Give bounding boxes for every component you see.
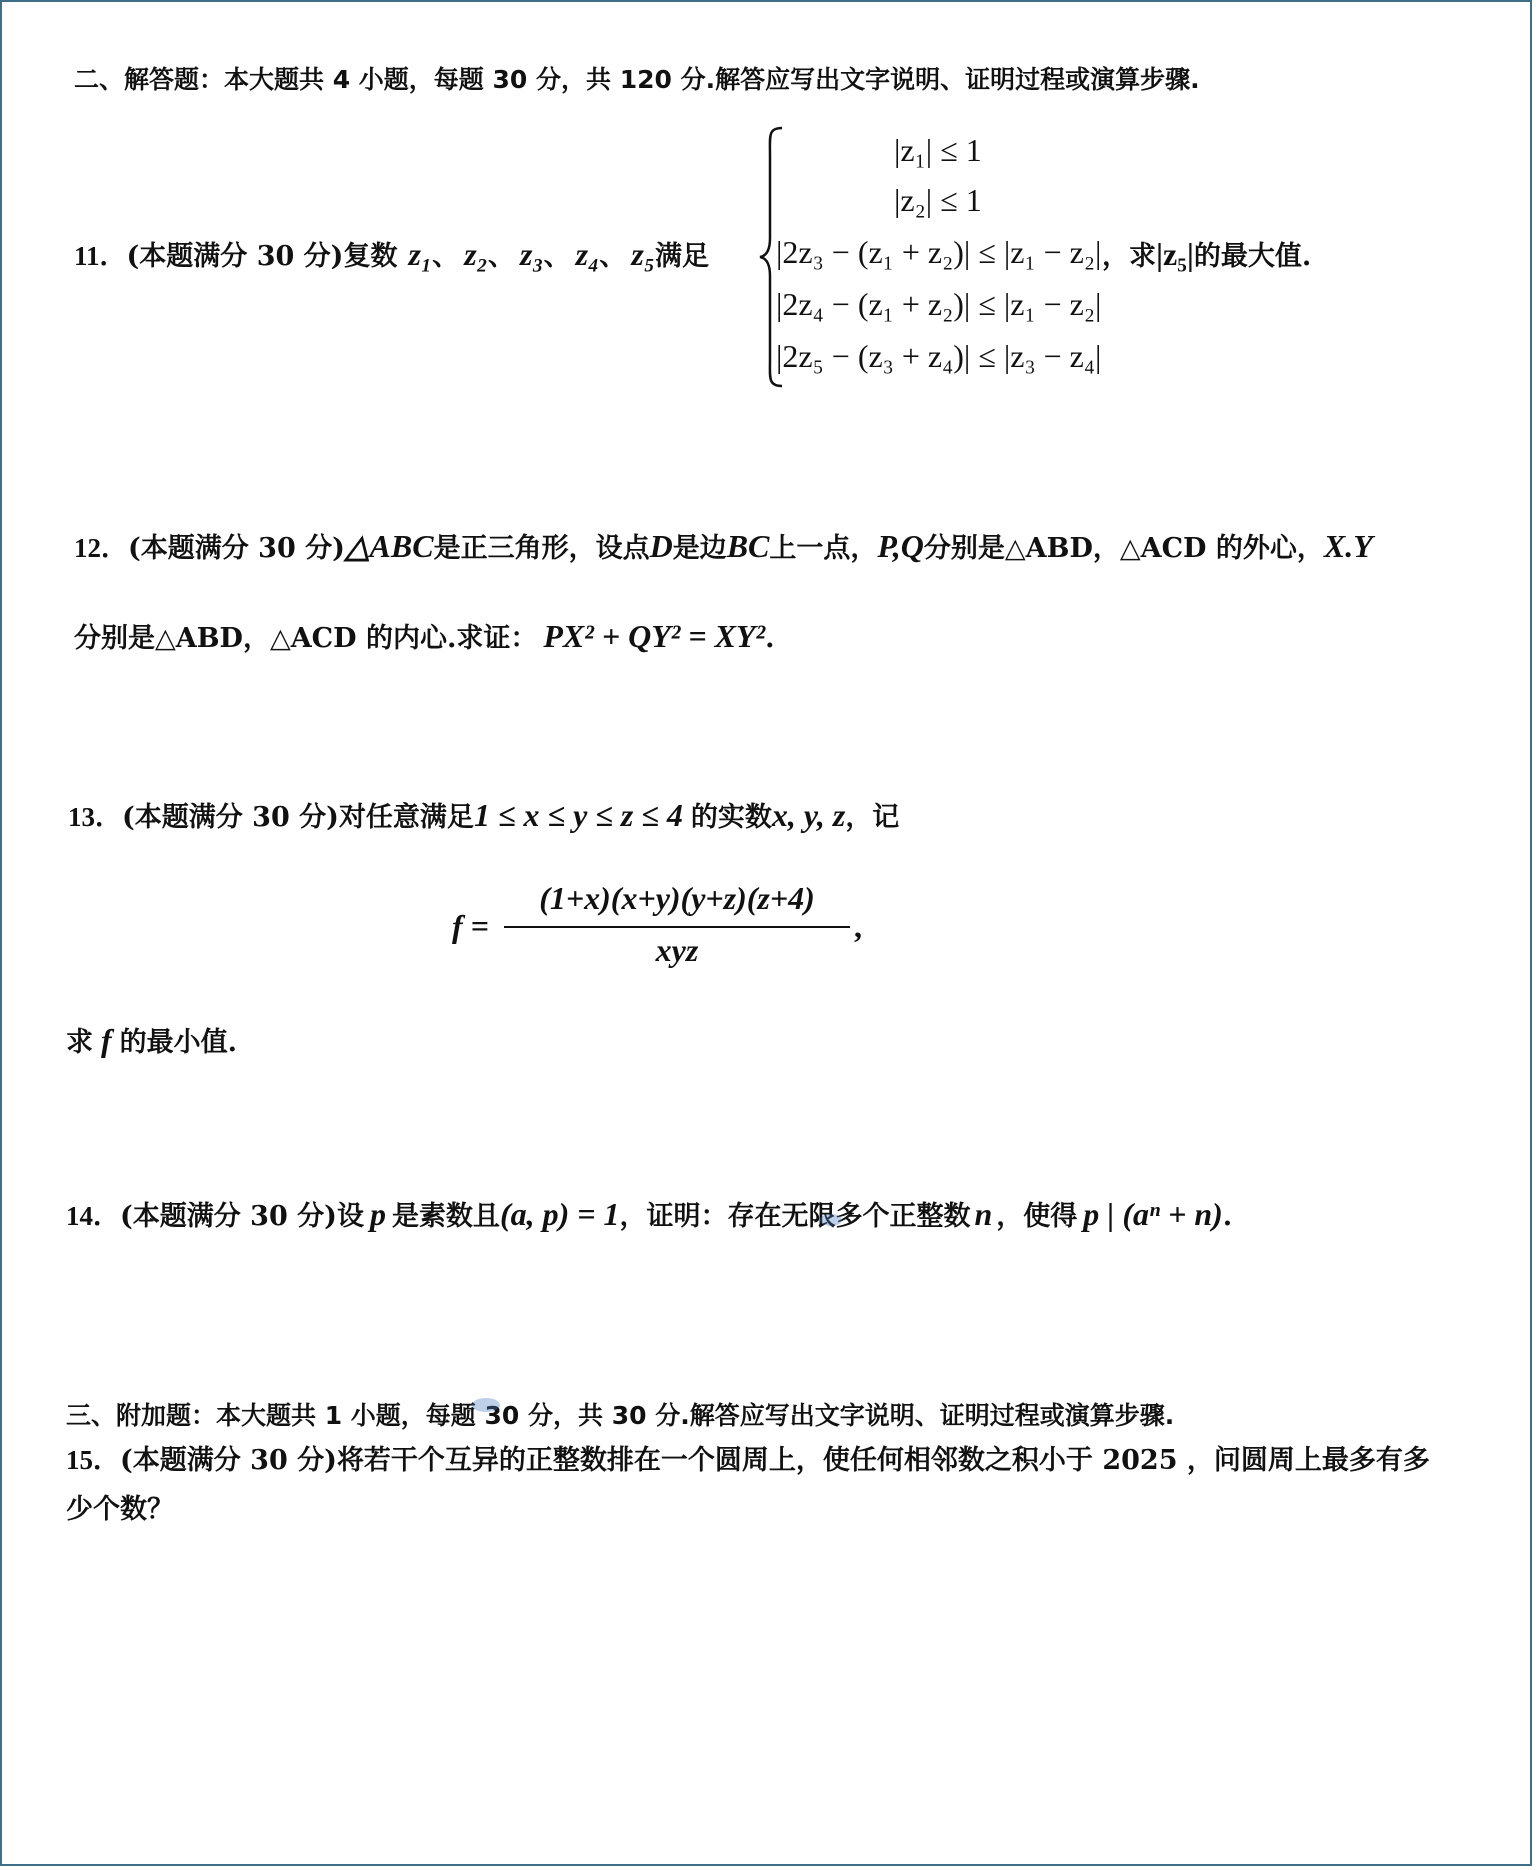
q12-text: 上一点， [769,533,878,564]
question-13-ask [66,1020,237,1059]
f-lhs: f = [452,908,489,944]
fraction-numerator [502,880,852,917]
ink-smudge [820,1214,842,1226]
q14-period: . [1222,1201,1233,1232]
question-points: (本题满分 30 分) [120,1201,337,1232]
q12-text: 是正三角形，设点 [433,533,650,564]
condition-2: |z₂| ≤ 1 [894,182,982,218]
q14-divides: p | (aⁿ + n) [1083,1196,1223,1232]
fraction-bar [504,926,850,928]
question-number: 13． [68,802,122,832]
ink-smudge [472,1398,500,1412]
q14-p: p [369,1196,386,1232]
question-15-line-1 [66,1438,1430,1477]
separator: 、 [487,241,515,272]
q11-satisfy: 满足 [654,241,709,272]
q12-equation: PX² + QY² = XY² [543,618,766,654]
condition-4: |2z₄ − (z₁ + z₂)| ≤ |z₁ − z₂| [776,286,1102,322]
f-comma: , [854,908,862,944]
question-number: 14． [66,1201,120,1231]
q13-condition: 1 ≤ x ≤ y ≤ z ≤ 4 [473,797,683,833]
denominator-text: xyz [655,932,699,968]
q11-ask-post: 的最大值. [1193,241,1312,272]
separator: 、 [432,241,460,272]
condition-5: |2z₅ − (z₃ + z₄)| ≤ |z₃ − z₄| [776,338,1102,374]
q13-text: 的实数 [690,802,772,833]
question-13-line-1 [68,795,899,834]
side-bc: BC [726,528,770,564]
q12-period: . [765,623,775,654]
numerator-text: (1+x)(x+y)(y+z)(z+4) [539,880,815,916]
var-z4: z₄ [575,236,600,272]
q14-text: ，使得 [996,1201,1078,1232]
question-number: 11． [74,241,127,271]
fraction-denominator [502,932,852,969]
q12-text: 分别是△ABD，△ACD 的外心， [923,533,1324,564]
question-points: (本题满分 30 分) [126,241,344,272]
question-12-line-2 [74,616,774,655]
q14-text: 设 [336,1201,364,1232]
q11-ask-expr: |z₅| [1156,236,1194,272]
q12-text: 分别是△ABD，△ACD 的内心.求证： [74,623,538,654]
q14-text: ，证明：存在无限多个正整数 [619,1201,971,1232]
var-z2: z₂ [464,236,488,272]
q12-text: 是边 [672,533,727,564]
question-12-line-1 [74,526,1373,565]
q14-n: n [974,1196,993,1232]
question-number: 15． [66,1445,120,1475]
q14-text: 是素数且 [391,1201,500,1232]
points-pq: P,Q [877,528,924,564]
q13-text: 求 [66,1027,93,1058]
var-z3: z₃ [519,236,544,272]
points-xy: X.Y [1323,528,1373,564]
question-points: (本题满分 30 分) [128,533,345,564]
separator: 、 [543,241,571,272]
condition-1: |z₁| ≤ 1 [894,132,982,168]
q13-vars: x, y, z [771,797,846,833]
question-points: (本题满分 30 分) [120,1445,337,1476]
q11-lead-text: 复数 [343,241,398,272]
condition-3: |2z₃ − (z₁ + z₂)| ≤ |z₁ − z₂| [776,234,1102,270]
section-2-header: 二、解答题：本大题共 4 小题，每题 30 分，共 120 分.解答应写出文字说明、证明过程或演算步骤. [74,65,1200,94]
point-d: D [649,528,673,564]
question-11-lead [74,234,709,273]
triangle-abc: △ABC [344,528,434,564]
question-15-line-2: 少个数？ [66,1494,174,1525]
var-z1: z₁ [408,236,433,272]
question-number: 12． [74,533,128,563]
q15-text: 将若干个互异的正整数排在一个圆周上，使任何相邻数之积小于 2025 ，问圆周上最多有多 [336,1445,1430,1476]
q13-f: f [101,1022,112,1058]
separator: 、 [599,241,627,272]
question-points: (本题满分 30 分) [122,802,339,833]
q11-ask-pre: ，求 [1102,241,1156,272]
q14-gcd: (a, p) = 1 [499,1196,620,1232]
q13-text: 的最小值. [119,1027,238,1058]
q13-text: 对任意满足 [338,802,474,833]
question-11-ask [1102,234,1311,273]
question-14 [66,1194,1232,1233]
var-z5: z₅ [631,236,655,272]
q13-text: ，记 [845,802,900,833]
section-3-header: 三、附加题：本大题共 1 小题，每题 30 分，共 30 分.解答应写出文字说明、证明过程或演算步骤. [66,1401,1175,1430]
